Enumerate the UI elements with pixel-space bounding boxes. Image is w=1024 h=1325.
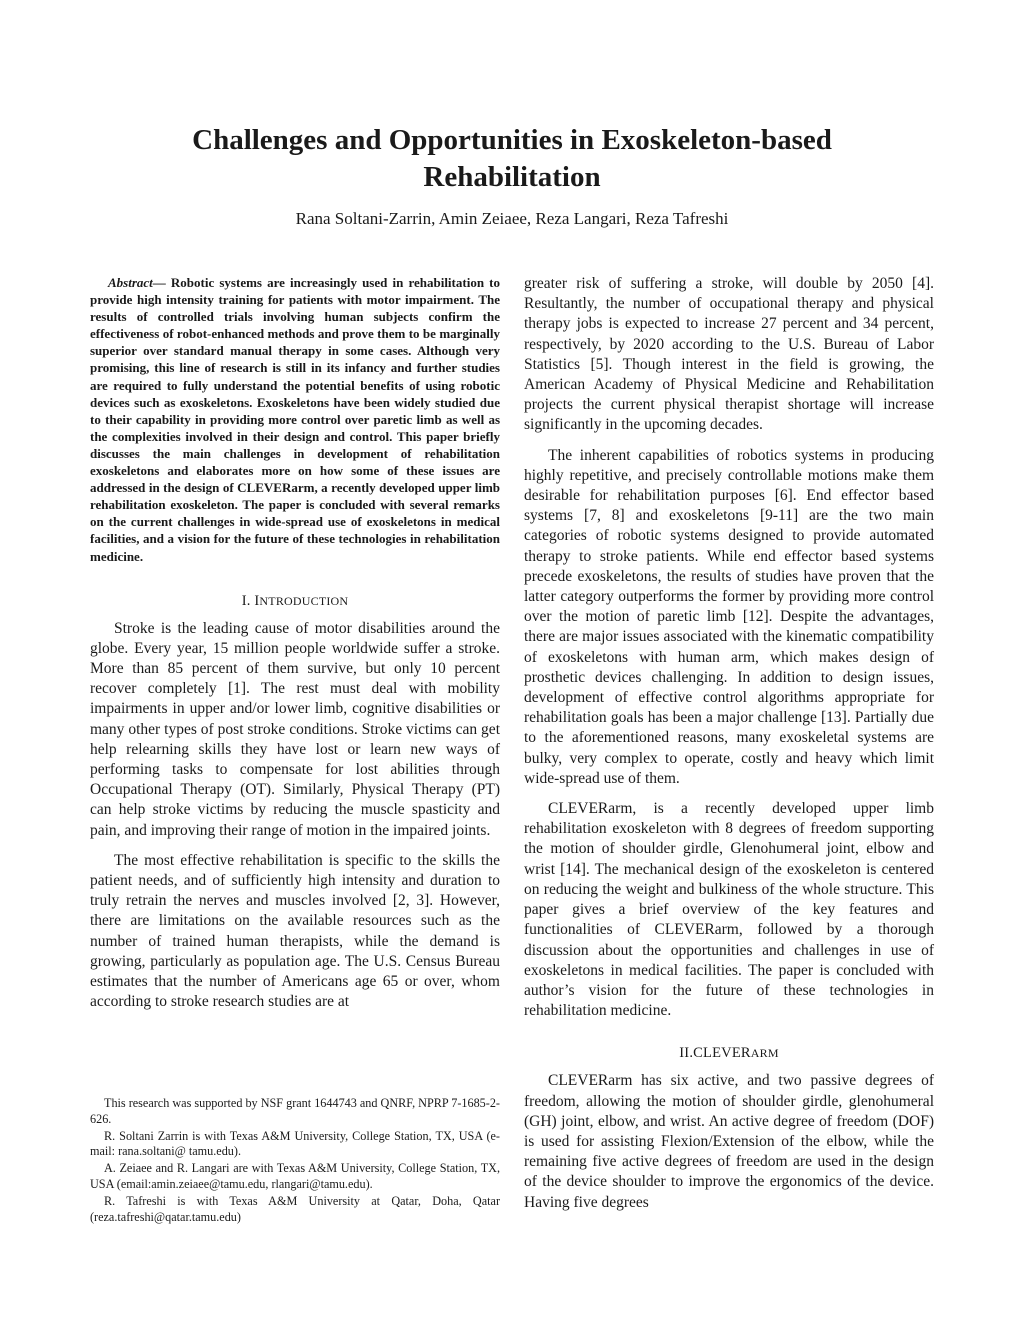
section-heading-cleverarm: II.CLEVERARM (679, 1045, 779, 1062)
footnote-author-2-3: A. Zeiaee and R. Langari are with Texas A&M University, College Station, TX, USA (email:amin.zeiaee@tamu.edu, rlangari@tamu.edu). (90, 1161, 500, 1191)
abstract-text: Robotic systems are increasingly used in rehabilitation to provide high intensity training for patients with motor impairment. The results of controlled trials involving human subjects confirm the effectiveness of robot-enhanced methods and prove them to be marginally superior over standard manual therapy in some cases. Although very promising, this line of research is still in its infancy and further studies are required to fully understand the potential benefits of using robotic devices such as exoskeletons. Exoskeletons have been widely studied due to their capability in providing more control over paretic limb as well as the complexities involved in their design and control. This paper briefly discusses the main challenges in development of rehabilitation exoskeletons and elaborates more on how some of these issues are addressed in the design of CLEVERarm, a recently developed upper limb rehabilitation exoskeleton. The paper is concluded with several remarks on the current challenges in wide-spread use of exoskeletons in medical facilities, and a vision for the future of these technologies in rehabilitation medicine. (90, 275, 500, 564)
author-list: Rana Soltani-Zarrin, Amin Zeiaee, Reza Langari, Reza Tafreshi (295, 209, 729, 228)
abstract-label: Abstract (108, 275, 153, 290)
footnote-funding: This research was supported by NSF grant 1644743 and QNRF, NPRP 7-1685-2-626. (90, 1096, 500, 1126)
footnote-author-1: R. Soltani Zarrin is with Texas A&M University, College Station, TX, USA (e-mail: rana.soltani@ tamu.edu). (90, 1128, 500, 1159)
title-line-1: Challenges and Opportunities in Exoskeleton-based (192, 124, 832, 156)
abstract (90, 274, 500, 565)
cleverarm-paragraph-1: CLEVERarm has six active, and two passive degrees of freedom, allowing the motion of shoulder girdle, glenohumeral (GH) joint, elbow, and wrist. An active degree of freedom (DOF) is used for assisting Flexion/Extension of the elbow, while the remaining five active degrees of freedom are used in the design of the device shoulder to improve the ergonomics of the device. Having five degrees (524, 1072, 934, 1211)
right-column (524, 274, 934, 1223)
intro-paragraph-4: The inherent capabilities of robotics systems in producing highly repetitive, and precisely controllable motions make them desirable for rehabilitation purposes [6]. End effector based systems [7, 8] and exoskeletons [9-11] are the two main categories of robotic systems designed to provide automated therapy to stroke patients. While end effector based systems precede exoskeletons, the results of studies have proven that the latter category outperforms the former by providing more control over the motion of paretic limb [12]. Despite the advantages, there are major issues associated with the kinematic compatibility of exoskeletons with human arm, which makes design of prosthetic devices challenging. In addition to design issues, development of effective control algorithms appropriate for rehabilitation goals has been a major challenge [13]. Partially due to the aforementioned reasons, many exoskeletal systems are bulky, very complex to operate, costly and heavy which limit wide-spread use of them. (524, 446, 934, 787)
footnote-author-4: R. Tafreshi is with Texas A&M University at Qatar, Doha, Qatar (reza.tafreshi@qatar.tamu.edu) (90, 1193, 500, 1224)
intro-paragraph-2: The most effective rehabilitation is specific to the skills the patient needs, and of sufficiently high intensity and duration to truly retrain the nerves and muscles involved [2, 3]. However, there are limitations on the available resources such as the number of trained human therapists, while the demand is growing, particularly as population age. The U.S. Census Bureau estimates that the number of Americans age 65 or over, whom according to stroke research studies are at (90, 851, 500, 1011)
intro-paragraph-1: Stroke is the leading cause of motor disabilities around the globe. Every year, 15 million people worldwide suffer a stroke. More than 85 percent of them survive, but only 10 percent recover completely [1]. The rest must deal with mobility impairments in upper and/or lower limb, cognitive disabilities or many other types of post stroke conditions. Stroke victims can get help relearning skills they have lost or learn new ways of performing tasks to compensate for lost abilities through Occupational Therapy (OT). Similarly, Physical Therapy (PT) can help stroke victims by reducing the muscle spasticity and pain, and improving their range of motion in the impaired joints. (90, 619, 500, 839)
section-heading-introduction: I. INTRODUCTION (241, 592, 349, 609)
left-column (90, 274, 500, 1022)
title-line-2: Rehabilitation (423, 161, 601, 193)
paper-title (90, 122, 934, 196)
footnotes (90, 1096, 500, 1226)
intro-paragraph-3: greater risk of suffering a stroke, will double by 2050 [4]. Resultantly, the number of occupational therapy and physical therapy jobs is expected to increase 27 percent and 34 percent, respectively, by 2020 according to the U.S. Bureau of Labor Statistics [5]. Though interest in the field is growing, the American Academy of Physical Medicine and Rehabilitation projects the current physical therapist shortage will increase significantly in the upcoming decades. (524, 275, 934, 434)
intro-paragraph-5: CLEVERarm, is a recently developed upper limb rehabilitation exoskeleton with 8 degrees of freedom supporting the motion of shoulder girdle, Glenohumeral joint, elbow and wrist [14]. The mechanical design of the exoskeleton is centered on reducing the weight and bulkiness of the whole structure. This paper gives a brief overview of the key features and functionalities of CLEVERarm, followed by a thorough discussion about the opportunities and challenges in use of exoskeletons in medical facilities. The paper is concluded with author’s vision for the future of these technologies in rehabilitation medicine. (524, 800, 934, 1020)
abstract-dash: — (152, 275, 166, 290)
